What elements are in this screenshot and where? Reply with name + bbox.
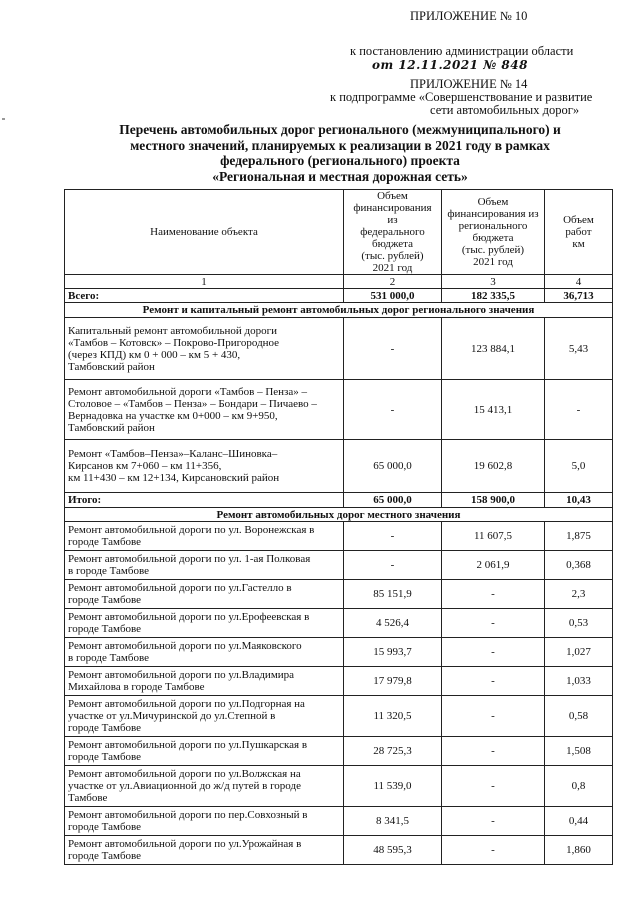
table-body — [65, 190, 613, 865]
subtotal-row — [65, 493, 613, 508]
header-volume-line: Объем — [563, 214, 594, 226]
work-volume: 5,43 — [545, 318, 613, 380]
header-federal-line: финансирования из — [353, 202, 432, 226]
table-row — [65, 318, 613, 380]
road-name-line: городе Тамбове — [68, 623, 142, 635]
federal-amount: 4 526,4 — [344, 609, 442, 638]
header-row — [65, 190, 613, 275]
scan-mark — [2, 118, 5, 120]
table-row — [65, 440, 613, 493]
subprogram-line-1: к подпрограмме «Совершенствование и развитие — [330, 90, 593, 104]
regional-amount: - — [442, 696, 545, 737]
road-name — [65, 807, 344, 836]
header-regional-line: регионального — [458, 220, 528, 232]
column-number: 2 — [344, 275, 442, 289]
road-name — [65, 766, 344, 807]
work-volume: 1,860 — [545, 836, 613, 865]
table-row — [65, 766, 613, 807]
column-number: 4 — [545, 275, 613, 289]
subtotal-volume: 10,43 — [545, 493, 613, 508]
federal-amount: 48 595,3 — [344, 836, 442, 865]
road-name-line: Тамбовский район — [68, 360, 155, 373]
section-2-title: Ремонт автомобильных дорог местного значения — [65, 508, 613, 522]
table-row — [65, 522, 613, 551]
road-name-line: Ремонт автомобильной дороги по ул.Владимира — [68, 669, 295, 681]
work-volume: 2,3 — [545, 580, 613, 609]
regional-amount: - — [442, 667, 545, 696]
work-volume: 1,027 — [545, 638, 613, 667]
total-federal: 531 000,0 — [344, 289, 442, 303]
column-number: 3 — [442, 275, 545, 289]
road-name-line: Ремонт автомобильной дороги по ул.Пушкарская в — [68, 739, 308, 751]
road-name-line: Тамбове — [68, 792, 108, 804]
table-row — [65, 836, 613, 865]
work-volume: 0,8 — [545, 766, 613, 807]
title-line-2: местного значений, планируемых к реализации в 2021 году в рамках — [130, 137, 550, 153]
federal-amount: 11 539,0 — [344, 766, 442, 807]
regional-amount: - — [442, 836, 545, 865]
table-row — [65, 807, 613, 836]
subtotal-regional: 158 900,0 — [442, 493, 545, 508]
regional-amount: - — [442, 737, 545, 766]
road-name-line: Ремонт автомобильной дороги по пер.Совхозный в — [68, 809, 308, 821]
header-regional-line: Объем — [477, 196, 509, 208]
road-name-line: в городе Тамбове — [68, 652, 149, 664]
table-row — [65, 696, 613, 737]
total-volume: 36,713 — [545, 289, 613, 303]
table-row — [65, 667, 613, 696]
header-regional-line: (тыс. рублей) — [461, 244, 525, 256]
federal-amount: - — [344, 380, 442, 440]
work-volume: 1,508 — [545, 737, 613, 766]
table-row — [65, 380, 613, 440]
road-name-line: Ремонт автомобильной дороги «Тамбов – Пенза» – — [68, 385, 308, 398]
road-name-line: Кирсанов км 7+060 – км 11+356, — [68, 460, 222, 472]
road-name-line: Ремонт автомобильной дороги по ул.Гастелло в — [68, 582, 292, 594]
document-title — [60, 122, 620, 184]
road-name — [65, 440, 344, 493]
road-name-line: Михайлова в городе Тамбове — [68, 681, 205, 693]
federal-amount: 11 320,5 — [344, 696, 442, 737]
table-row — [65, 638, 613, 667]
road-name-line: Тамбовский район — [68, 421, 155, 434]
subprogram-line-2: сети автомобильных дорог» — [430, 103, 580, 117]
road-name-line: Капитальный ремонт автомобильной дороги — [68, 324, 278, 337]
road-name-line: Ремонт автомобильной дороги по ул. 1-ая Полковая — [68, 553, 311, 565]
work-volume: - — [545, 380, 613, 440]
road-name — [65, 836, 344, 865]
regional-amount: 11 607,5 — [442, 522, 545, 551]
work-volume: 0,53 — [545, 609, 613, 638]
decree-line: к постановлению администрации области — [350, 44, 574, 58]
regional-amount: 19 602,8 — [442, 440, 545, 493]
header-federal-line: федерального — [360, 226, 425, 238]
appendix-14: ПРИЛОЖЕНИЕ № 14 — [410, 77, 528, 91]
regional-amount: - — [442, 807, 545, 836]
column-numbers-row — [65, 275, 613, 289]
road-name-line: «Тамбов – Котовск» – Покрово-Пригородное — [68, 336, 280, 349]
regional-amount: 123 884,1 — [442, 318, 545, 380]
roads-table — [64, 189, 613, 865]
road-name-line: городе Тамбове — [68, 536, 142, 548]
road-name-line: участке от ул.Авиационной до ж/д путей в городе — [68, 780, 301, 792]
federal-amount: 65 000,0 — [344, 440, 442, 493]
road-name-line: городе Тамбове — [68, 722, 142, 734]
header-regional-line: 2021 год — [473, 256, 513, 268]
road-name-line: городе Тамбове — [68, 594, 142, 606]
header-volume-line: работ — [565, 226, 592, 238]
title-line-4: «Региональная и местная дорожная сеть» — [212, 168, 468, 184]
road-name-line: Ремонт автомобильной дороги по ул.Ерофеевская в — [68, 611, 310, 623]
section-1-title-row — [65, 303, 613, 318]
regional-amount: - — [442, 609, 545, 638]
road-name-line: Ремонт автомобильной дороги по ул. Воронежская в — [68, 524, 315, 536]
road-name — [65, 737, 344, 766]
subtotal-federal: 65 000,0 — [344, 493, 442, 508]
section-2-title-row — [65, 508, 613, 522]
road-name — [65, 380, 344, 440]
total-regional: 182 335,5 — [442, 289, 545, 303]
road-name-line: Вернадовка на участке км 0+000 – км 9+950, — [68, 409, 278, 422]
federal-amount: - — [344, 522, 442, 551]
header-regional-line: бюджета — [472, 232, 514, 244]
road-name-line: Столовое – «Тамбов – Пенза» – Бондари – Пичаево – — [68, 397, 317, 410]
federal-amount: 8 341,5 — [344, 807, 442, 836]
table-row — [65, 609, 613, 638]
total-row — [65, 289, 613, 303]
road-name-line: Ремонт «Тамбов–Пенза»–Каланс–Шиновка– — [68, 448, 278, 460]
header-federal-line: (тыс. рублей) — [361, 250, 424, 262]
work-volume: 1,033 — [545, 667, 613, 696]
work-volume: 0,58 — [545, 696, 613, 737]
work-volume: 5,0 — [545, 440, 613, 493]
header-federal-line: Объем — [377, 190, 408, 202]
work-volume: 1,875 — [545, 522, 613, 551]
regional-amount: - — [442, 580, 545, 609]
work-volume: 0,44 — [545, 807, 613, 836]
federal-amount: 85 151,9 — [344, 580, 442, 609]
federal-amount: 17 979,8 — [344, 667, 442, 696]
regional-amount: 15 413,1 — [442, 380, 545, 440]
road-name — [65, 318, 344, 380]
title-line-1: Перечень автомобильных дорог регионального (межмуниципального) и — [119, 122, 561, 137]
road-name-line: в городе Тамбове — [68, 565, 149, 577]
road-name-line: городе Тамбове — [68, 751, 142, 763]
road-name-line: городе Тамбове — [68, 850, 142, 862]
header-regional — [442, 190, 545, 275]
road-name — [65, 522, 344, 551]
appendix-10: ПРИЛОЖЕНИЕ № 10 — [410, 9, 528, 23]
road-name-line: Ремонт автомобильной дороги по ул.Маяковского — [68, 640, 302, 652]
header-regional-line: финансирования из — [447, 208, 539, 220]
regional-amount: - — [442, 638, 545, 667]
regional-amount: - — [442, 766, 545, 807]
header-federal — [344, 190, 442, 275]
section-1-title: Ремонт и капитальный ремонт автомобильных дорог регионального значения — [65, 303, 613, 318]
road-name-line: (через КПД) км 0 + 000 – км 5 + 430, — [68, 348, 241, 361]
header-federal-line: бюджета — [371, 238, 413, 250]
header-name: Наименование объекта — [65, 190, 344, 275]
road-name — [65, 667, 344, 696]
header-volume — [545, 190, 613, 275]
column-number: 1 — [65, 275, 344, 289]
road-name — [65, 638, 344, 667]
handwritten-date-number: от 12.11.2021 № 848 — [372, 58, 528, 72]
federal-amount: 28 725,3 — [344, 737, 442, 766]
road-name — [65, 551, 344, 580]
total-label: Всего: — [65, 289, 344, 303]
road-name-line: городе Тамбове — [68, 821, 142, 833]
road-name-line: км 11+430 – км 12+134, Кирсановский район — [68, 472, 280, 484]
table-row — [65, 737, 613, 766]
road-name-line: Ремонт автомобильной дороги по ул.Подгорная на — [68, 698, 305, 710]
road-name-line: участке от ул.Мичуринской до ул.Степной в — [68, 710, 276, 722]
road-name-line: Ремонт автомобильной дороги по ул.Урожайная в — [68, 838, 302, 850]
table-row — [65, 580, 613, 609]
road-name — [65, 696, 344, 737]
title-line-3: федерального (регионального) проекта — [220, 153, 460, 168]
federal-amount: - — [344, 318, 442, 380]
table-row — [65, 551, 613, 580]
header-federal-line: 2021 год — [372, 262, 413, 274]
work-volume: 0,368 — [545, 551, 613, 580]
regional-amount: 2 061,9 — [442, 551, 545, 580]
road-name — [65, 580, 344, 609]
subtotal-label: Итого: — [65, 493, 344, 508]
federal-amount: 15 993,7 — [344, 638, 442, 667]
road-name — [65, 609, 344, 638]
federal-amount: - — [344, 551, 442, 580]
header-volume-line: км — [572, 238, 585, 250]
road-name-line: Ремонт автомобильной дороги по ул.Волжская на — [68, 768, 301, 780]
